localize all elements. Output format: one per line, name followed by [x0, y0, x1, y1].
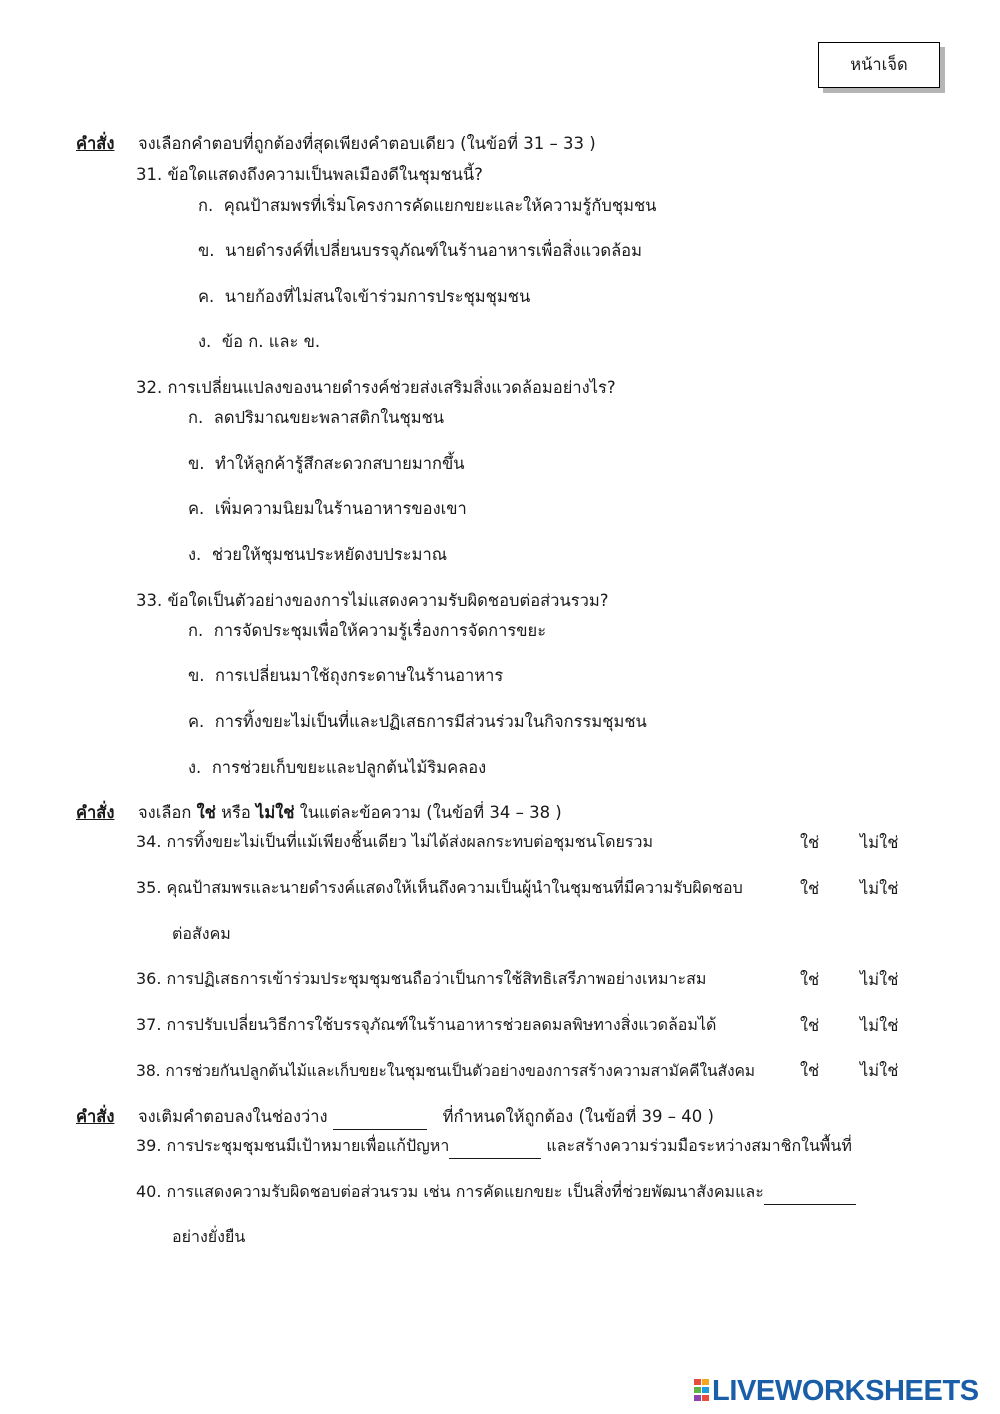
instruction-yes: ใช่ — [196, 803, 216, 822]
option-31-c[interactable] — [198, 284, 530, 310]
option-letter: ข. — [188, 666, 205, 685]
question-33: 33. ข้อใดเป็นตัวอย่างของการไม่แสดงความรับผิดชอบต่อส่วนรวม? — [136, 591, 609, 610]
option-text: การจัดประชุมเพื่อให้ความรู้เรื่องการจัดการขยะ — [213, 621, 547, 640]
option-letter: ก. — [188, 621, 204, 640]
statement-38: 38. การช่วยกันปลูกต้นไม้และเก็บขยะในชุมชนเป็นตัวอย่างของการสร้างความสามัคคีในสังคม — [136, 1062, 755, 1080]
option-text: การช่วยเก็บขยะและปลูกต้นไม้ริมคลอง — [211, 758, 487, 777]
option-32-c[interactable] — [188, 496, 467, 522]
option-text: นายก้องที่ไม่สนใจเข้าร่วมการประชุมชุมชน — [224, 287, 531, 306]
question-32: 32. การเปลี่ยนแปลงของนายดำรงค์ช่วยส่งเสริมสิ่งแวดล้อมอย่างไร? — [136, 378, 616, 397]
no-option-34[interactable]: ไม่ใช่ — [860, 833, 899, 852]
option-31-b[interactable] — [198, 238, 642, 264]
option-text: ลดปริมาณขยะพลาสติกในชุมชน — [213, 408, 445, 427]
instruction-text: ในแต่ละข้อความ (ในข้อที่ 34 – 38 ) — [294, 803, 562, 822]
option-32-a[interactable] — [188, 405, 444, 431]
section1-heading: คำสั่ง — [76, 134, 115, 153]
instruction-text: จงเลือก — [138, 803, 197, 822]
brand-name: LIVEWORKSHEETS — [712, 1374, 979, 1407]
question-39 — [136, 1134, 852, 1159]
section3-instruction — [138, 1104, 714, 1130]
statement-37: 37. การปรับเปลี่ยนวิธีการใช้บรรจุภัณฑ์ในร้านอาหารช่วยลดมลพิษทางสิ่งแวดล้อมได้ — [136, 1015, 717, 1034]
liveworksheets-icon — [694, 1377, 710, 1405]
option-32-d[interactable] — [188, 542, 447, 568]
yes-option-36[interactable]: ใช่ — [800, 970, 820, 989]
section3-heading: คำสั่ง — [76, 1107, 115, 1126]
yes-option-38[interactable]: ใช่ — [800, 1061, 820, 1080]
statement-35-cont: ต่อสังคม — [172, 924, 231, 943]
option-letter: ข. — [198, 241, 215, 260]
question-text: 39. การประชุมชุมชนมีเป้าหมายเพื่อแก้ปัญหา — [136, 1136, 450, 1155]
option-letter: ก. — [188, 408, 204, 427]
option-letter: ค. — [198, 287, 215, 306]
option-text: นายดำรงค์ที่เปลี่ยนบรรจุภัณฑ์ในร้านอาหารเพื่อสิ่งแวดล้อม — [225, 241, 642, 260]
instruction-text: หรือ — [215, 803, 257, 822]
question-31: 31. ข้อใดแสดงถึงความเป็นพลเมืองดีในชุมชนนี้? — [136, 165, 483, 184]
no-option-38[interactable]: ไม่ใช่ — [860, 1061, 899, 1080]
instruction-text: จงเติมคำตอบลงในช่องว่าง — [138, 1107, 328, 1126]
example-blank — [333, 1111, 427, 1130]
option-text: ทำให้ลูกค้ารู้สึกสะดวกสบายมากขึ้น — [215, 454, 465, 473]
yes-option-34[interactable]: ใช่ — [800, 833, 820, 852]
statement-34: 34. การทิ้งขยะไม่เป็นที่แม้เพียงชิ้นเดียว ไม่ได้ส่งผลกระทบต่อชุมชนโดยรวม — [136, 832, 653, 851]
page-label: หน้าเจ็ด — [818, 42, 940, 88]
instruction-text: ที่กำหนดให้ถูกต้อง (ในข้อที่ 39 – 40 ) — [442, 1107, 714, 1126]
no-option-35[interactable]: ไม่ใช่ — [860, 879, 899, 898]
section1-instruction: จงเลือกคำตอบที่ถูกต้องที่สุดเพียงคำตอบเดียว (ในข้อที่ 31 – 33 ) — [138, 134, 596, 153]
option-letter: ค. — [188, 712, 205, 731]
yes-option-37[interactable]: ใช่ — [800, 1016, 820, 1035]
option-letter: ค. — [188, 499, 205, 518]
statement-36: 36. การปฏิเสธการเข้าร่วมประชุมชุมชนถือว่าเป็นการใช้สิทธิเสรีภาพอย่างเหมาะสม — [136, 969, 707, 988]
no-option-37[interactable]: ไม่ใช่ — [860, 1016, 899, 1035]
option-31-a[interactable] — [198, 193, 656, 219]
question-40 — [136, 1180, 856, 1205]
option-33-d[interactable] — [188, 755, 486, 781]
option-33-b[interactable] — [188, 663, 503, 689]
answer-39-input[interactable] — [449, 1140, 541, 1159]
question-text: และสร้างความร่วมมือระหว่างสมาชิกในพื้นที่ — [546, 1136, 852, 1155]
no-option-36[interactable]: ไม่ใช่ — [860, 970, 899, 989]
question-text: 40. การแสดงความรับผิดชอบต่อส่วนรวม เช่น การคัดแยกขยะ เป็นสิ่งที่ช่วยพัฒนาสังคมและ — [136, 1182, 764, 1201]
option-text: ข้อ ก. และ ข. — [221, 332, 321, 351]
yes-option-35[interactable]: ใช่ — [800, 879, 820, 898]
section2-instruction — [138, 800, 562, 826]
instruction-no: ไม่ใช่ — [256, 803, 295, 822]
option-31-d[interactable] — [198, 329, 320, 355]
option-33-c[interactable] — [188, 709, 647, 735]
option-32-b[interactable] — [188, 451, 465, 477]
option-text: ช่วยให้ชุมชนประหยัดงบประมาณ — [211, 545, 448, 564]
option-letter: ก. — [198, 196, 214, 215]
option-text: การเปลี่ยนมาใช้ถุงกระดาษในร้านอาหาร — [215, 666, 504, 685]
option-letter: ง. — [188, 758, 202, 777]
option-letter: ง. — [198, 332, 212, 351]
option-letter: ข. — [188, 454, 205, 473]
option-33-a[interactable] — [188, 618, 546, 644]
section2-heading: คำสั่ง — [76, 803, 115, 822]
answer-40-input[interactable] — [764, 1186, 856, 1205]
question-40-cont: อย่างยั่งยืน — [172, 1227, 246, 1246]
option-letter: ง. — [188, 545, 202, 564]
option-text: เพิ่มความนิยมในร้านอาหารของเขา — [214, 499, 467, 518]
option-text: คุณป้าสมพรที่เริ่มโครงการคัดแยกขยะและให้ความรู้กับชุมชน — [223, 196, 657, 215]
option-text: การทิ้งขยะไม่เป็นที่และปฏิเสธการมีส่วนร่วมในกิจกรรมชุมชน — [214, 712, 647, 731]
liveworksheets-logo — [694, 1374, 979, 1408]
statement-35: 35. คุณป้าสมพรและนายดำรงค์แสดงให้เห็นถึงความเป็นผู้นำในชุมชนที่มีความรับผิดชอบ — [136, 878, 743, 897]
